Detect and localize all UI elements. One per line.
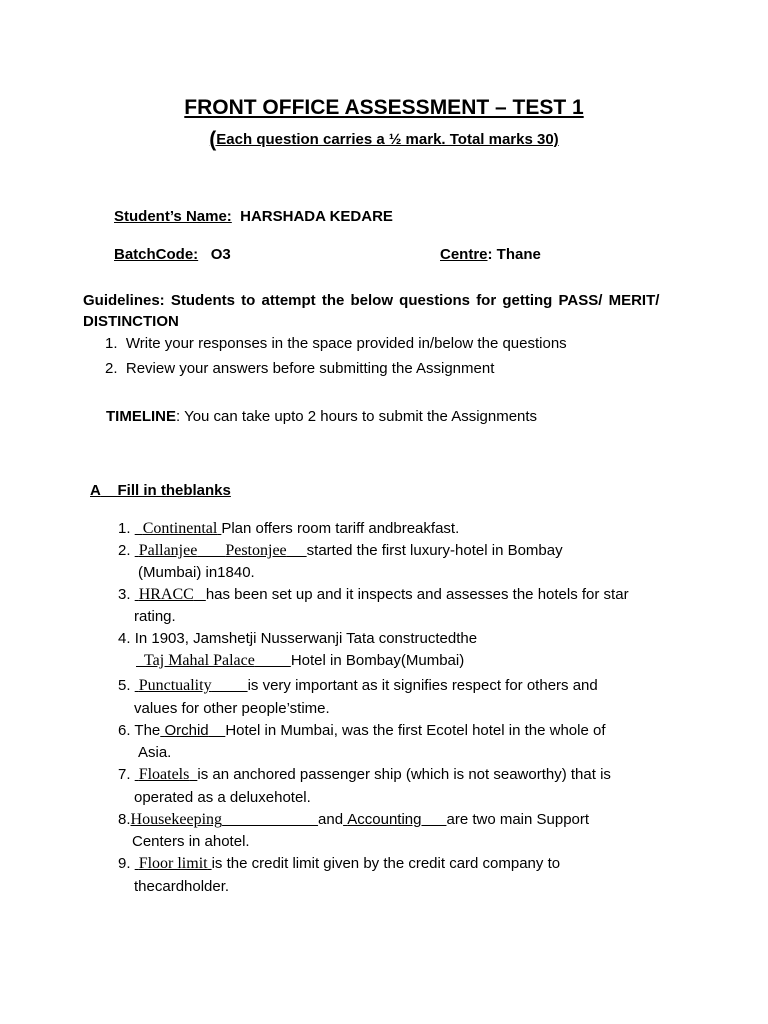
page-title: FRONT OFFICE ASSESSMENT – TEST 1 — [184, 96, 584, 119]
answer-text — [160, 722, 225, 739]
question-7 — [118, 766, 611, 784]
question-9 — [118, 855, 560, 873]
subtitle-text: Each question carries a ½ mark. Total marks 30) — [216, 131, 559, 148]
answer-text — [135, 855, 212, 872]
section-letter: A — [90, 482, 101, 499]
question-number: 4. — [118, 630, 131, 647]
answer-text — [135, 677, 248, 694]
guideline-number: 2. — [105, 360, 118, 377]
question-9-cont: thecardholder. — [134, 878, 230, 895]
question-3-cont: rating. — [134, 608, 176, 625]
section-a-heading — [90, 482, 231, 499]
question-mid: and — [318, 811, 344, 828]
answer-text — [135, 586, 206, 603]
centre-value: : Thane — [487, 246, 541, 263]
question-5-cont: values for other people’stime. — [134, 700, 330, 717]
question-4 — [118, 630, 477, 647]
answer-value: Floor limit — [138, 855, 208, 872]
answer-value: HRACC — [138, 586, 194, 603]
guidelines-line1: Guidelines: Students to attempt the below questions for getting PASS/ MERIT/ — [83, 292, 660, 309]
section-heading-text: Fill in theblanks — [117, 482, 231, 499]
question-text: are two main Support — [446, 811, 590, 828]
answer-value: Pestonjee — [225, 542, 287, 559]
guidelines-line2: DISTINCTION — [83, 313, 179, 330]
question-2 — [118, 542, 563, 560]
answer-value: Floatels — [138, 766, 190, 783]
batch-code-value: O3 — [210, 246, 231, 263]
timeline-label: TIMELINE — [106, 408, 176, 425]
answer-text — [343, 811, 446, 828]
question-5 — [118, 677, 598, 695]
question-6-cont: Asia. — [138, 744, 172, 761]
question-text: Hotel in Mumbai, was the first Ecotel hotel in the whole of — [225, 722, 606, 739]
answer-value: Punctuality — [138, 677, 212, 694]
centre-row — [440, 246, 541, 263]
question-4-cont — [136, 652, 464, 670]
question-number: 1. — [118, 520, 131, 537]
student-name-value: HARSHADA KEDARE — [240, 208, 393, 225]
guideline-text: Review your answers before submitting the Assignment — [125, 360, 495, 377]
timeline-row — [106, 408, 537, 425]
question-8 — [118, 811, 589, 829]
question-number: 8. — [118, 811, 131, 828]
answer-value: Pallanjee — [138, 542, 198, 559]
question-3 — [118, 586, 629, 604]
timeline-text: : You can take upto 2 hours to submit the Assignments — [176, 408, 538, 425]
answer-text — [135, 520, 222, 537]
question-text: Hotel in Bombay(Mumbai) — [290, 652, 465, 669]
question-7-cont: operated as a deluxehotel. — [134, 789, 311, 806]
question-6 — [118, 722, 606, 739]
question-text: is the credit limit given by the credit card company to — [211, 855, 561, 872]
question-2-cont: (Mumbai) in1840. — [138, 564, 255, 581]
question-number: 9. — [118, 855, 131, 872]
batch-code-row — [114, 246, 231, 263]
question-1 — [118, 520, 459, 538]
page-subtitle — [0, 128, 768, 152]
question-number: 6. — [118, 722, 131, 739]
subtitle-paren: ( — [209, 128, 217, 151]
batch-code-label: BatchCode: — [114, 246, 199, 263]
answer-text — [131, 811, 319, 828]
question-text: started the first luxury-hotel in Bombay — [306, 542, 563, 559]
centre-label: Centre — [440, 246, 488, 263]
answer-value: Taj Mahal Palace — [144, 652, 255, 669]
question-8-cont: Centers in ahotel. — [132, 833, 250, 850]
answer-text — [135, 766, 198, 783]
question-text: In 1903, Jamshetji Nusserwanji Tata constructedthe — [134, 630, 478, 647]
question-number: 7. — [118, 766, 131, 783]
student-name-row — [114, 208, 393, 225]
question-prefix: The — [134, 722, 161, 739]
answer-text — [135, 542, 307, 559]
question-number: 3. — [118, 586, 131, 603]
question-text: is an anchored passenger ship (which is not seaworthy) that is — [197, 766, 611, 783]
question-number: 2. — [118, 542, 131, 559]
question-number: 5. — [118, 677, 131, 694]
question-text: Plan offers room tariff andbreakfast. — [221, 520, 460, 537]
guideline-item — [105, 335, 567, 352]
answer-value: Continental — [142, 520, 218, 537]
answer-value: Housekeeping — [130, 811, 223, 828]
answer-value: Accounting — [347, 811, 422, 828]
question-text: has been set up and it inspects and assesses the hotels for star — [205, 586, 629, 603]
guideline-number: 1. — [105, 335, 118, 352]
answer-value: Orchid — [164, 722, 209, 739]
question-text: is very important as it signifies respect for others and — [247, 677, 598, 694]
guideline-text: Write your responses in the space provided in/below the questions — [125, 335, 567, 352]
guideline-item — [105, 360, 494, 377]
student-name-label: Student’s Name: — [114, 208, 232, 225]
answer-text — [136, 652, 291, 669]
